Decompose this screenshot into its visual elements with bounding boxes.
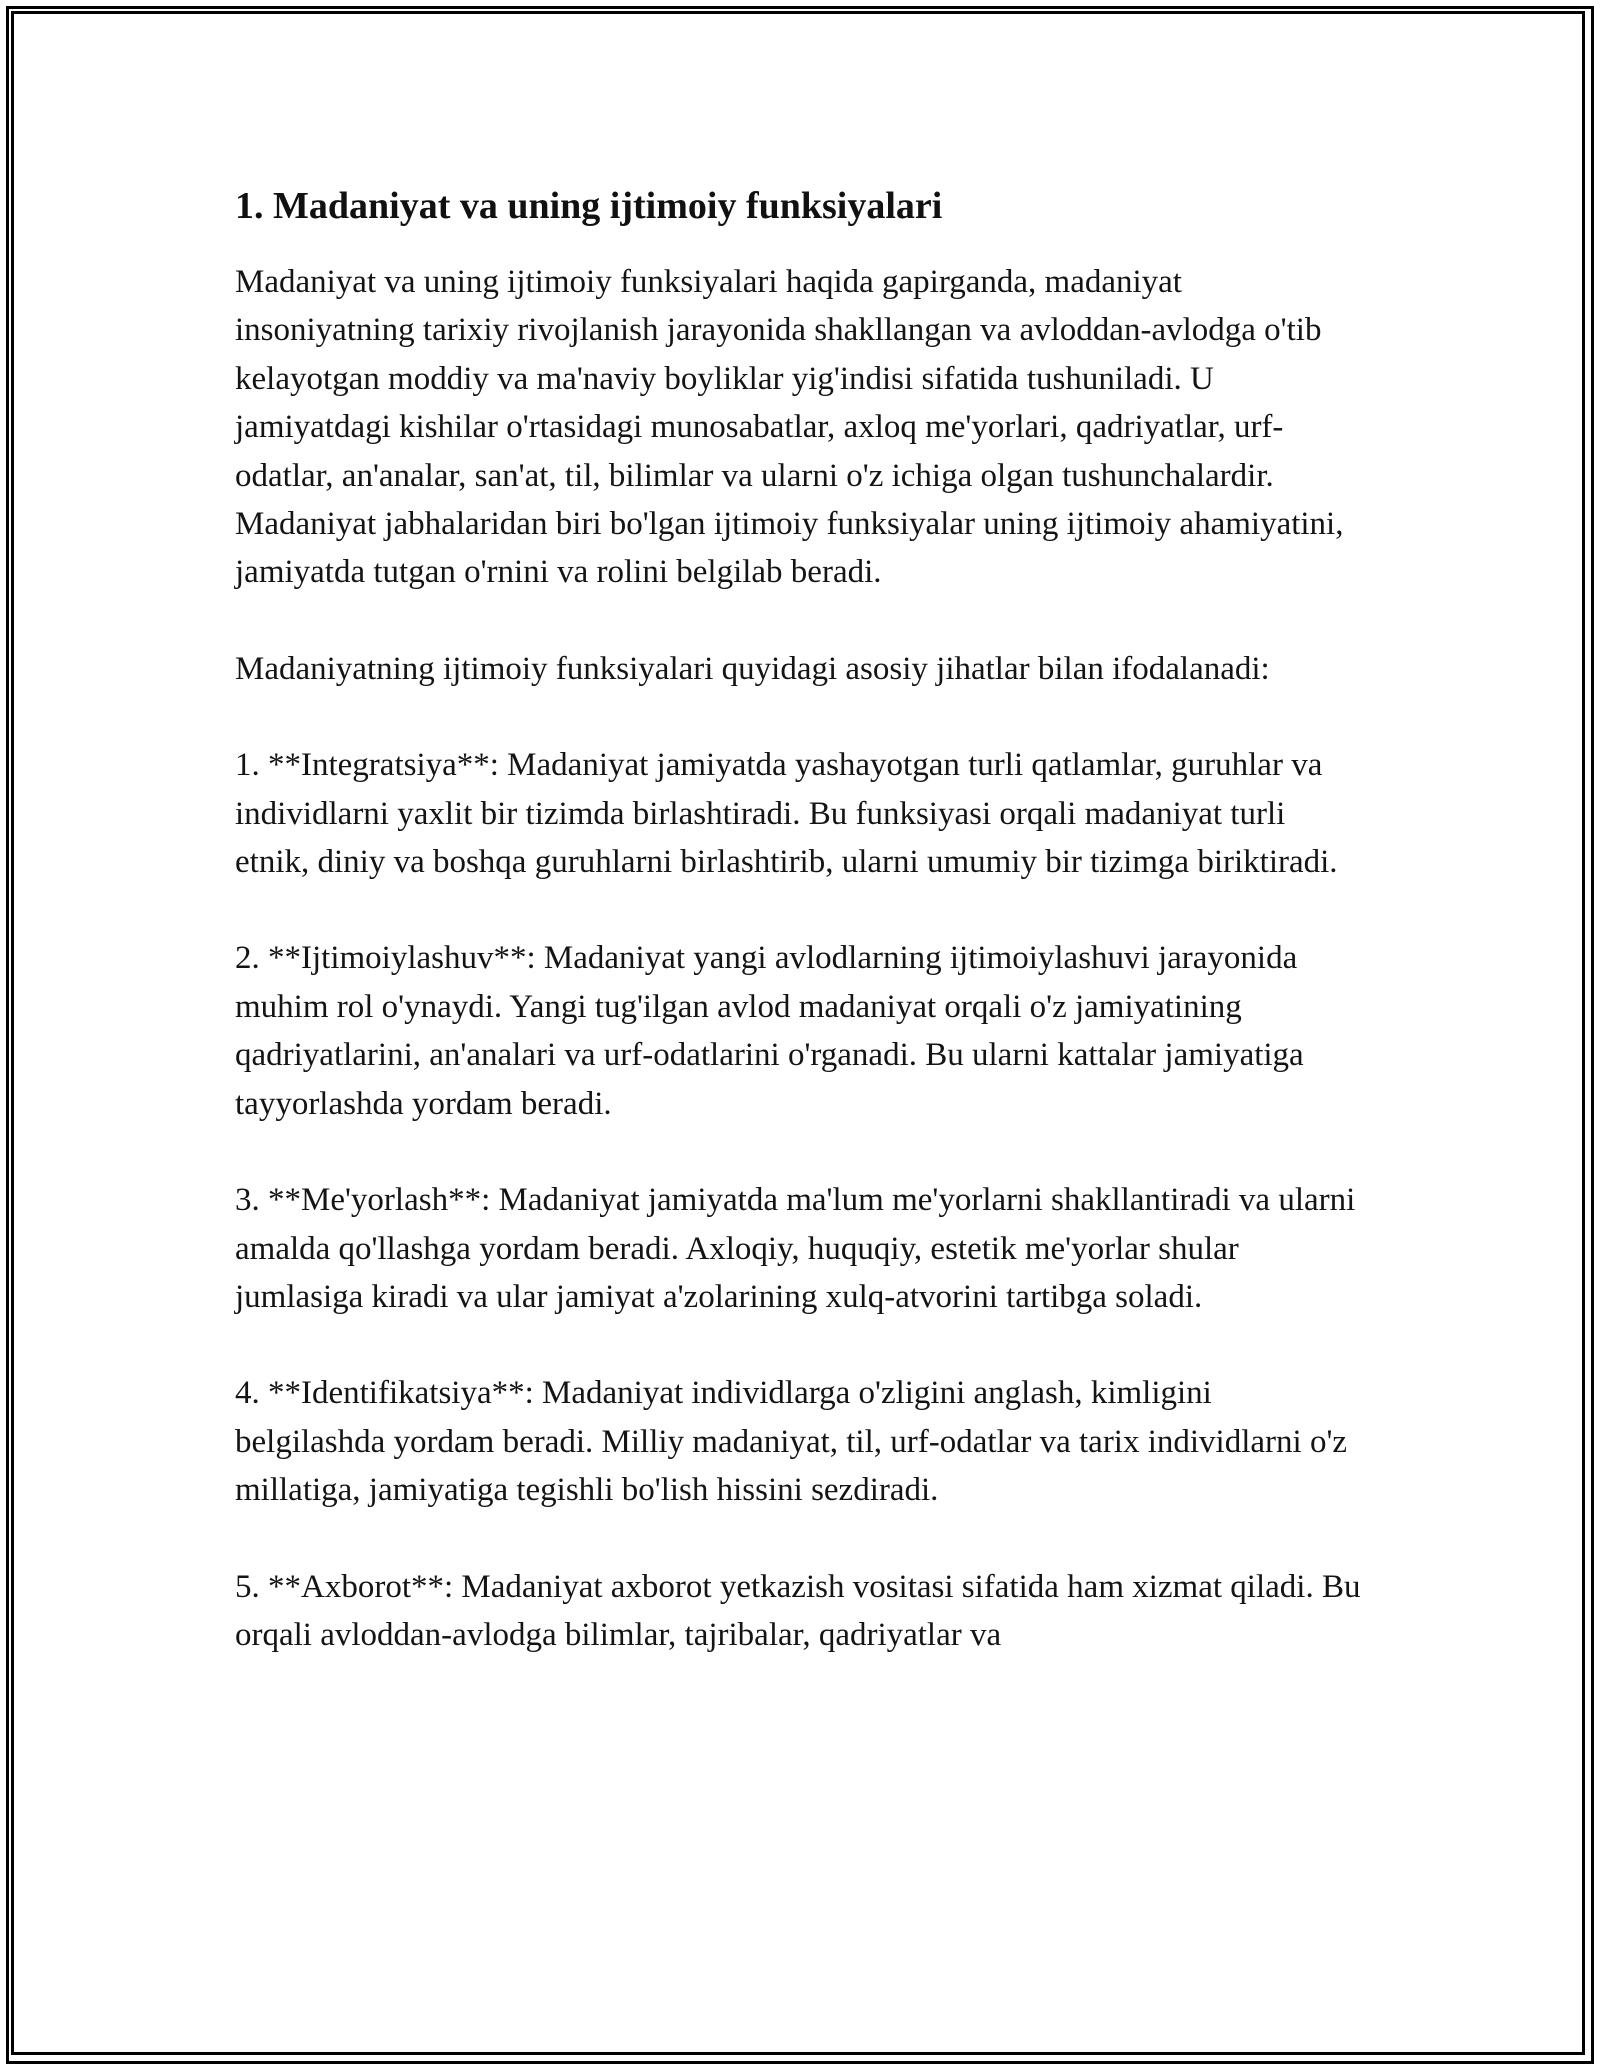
intro-paragraph: Madaniyat va uning ijtimoiy funksiyalari haqida gapirganda, madaniyat insoniyatning tarixiy rivojlanish jarayonida shakllangan va avloddan-avlodga o'tib kelayotgan moddiy va ma'naviy boyliklar yig'indisi sifatida tushuniladi. U jamiyatdagi kishilar o'rtasidagi munosabatlar, axloq me'yorlari, qadriyatlar, urf-odatlar, an'analar, san'at, til, bilimlar va ularni o'z ichiga olgan tushunchalardir. Madaniyat jabhalaridan biri bo'lgan ijtimoiy funksiyalar uning ijtimoiy ahamiyatini, jamiyatda tutgan o'rnini va rolini belgilab beradi. — [235, 264, 1344, 591]
list-intro-paragraph: Madaniyatning ijtimoiy funksiyalari quyidagi asosiy jihatlar bilan ifodalanadi: — [235, 650, 1270, 687]
list-item-integratsiya: 1. **Integratsiya**: Madaniyat jamiyatda yashayotgan turli qatlamlar, guruhlar va individlarni yaxlit bir tizimda birlashtiradi. Bu funksiyasi orqali madaniyat turli etnik, diniy va boshqa guruhlarni birlashtirib, ularni umumiy bir tizimga biriktiradi. — [235, 747, 1338, 881]
document-title: 1. Madaniyat va uning ijtimoiy funksiyalari — [235, 185, 943, 227]
list-item-meyorlash: 3. **Me'yorlash**: Madaniyat jamiyatda ma'lum me'yorlarni shakllantiradi va ularni amalda qo'llashga yordam beradi. Axloqiy, huquqiy, estetik me'yorlar shular jumlasiga kiradi va ular jamiyat a'zolarining xulq-atvorini tartibga soladi. — [235, 1182, 1356, 1315]
list-item-ijtimoiylashuv: 2. **Ijtimoiylashuv**: Madaniyat yangi avlodlarning ijtimoiylashuvi jarayonida muhim rol o'ynaydi. Yangi tug'ilgan avlod madaniyat orqali o'z jamiyatining qadriyatlarini, an'analari va urf-odatlarini o'rganadi. Bu ularni kattalar jamiyatiga tayyorlashda yordam beradi. — [235, 940, 1304, 1122]
list-item-axborot: 5. **Axborot**: Madaniyat axborot yetkazish vositasi sifatida ham xizmat qiladi. Bu orqali avloddan-avlodga bilimlar, tajribalar, qadriyatlar va — [235, 1568, 1361, 1653]
list-item-identifikatsiya: 4. **Identifikatsiya**: Madaniyat individlarga o'zligini anglash, kimligini belgilashda yordam beradi. Milliy madaniyat, til, urf-odatlar va tarix individlarni o'z millatiga, jamiyatiga tegishli bo'lish hissini sezdiradi. — [235, 1375, 1348, 1509]
document-page — [235, 182, 1365, 1707]
